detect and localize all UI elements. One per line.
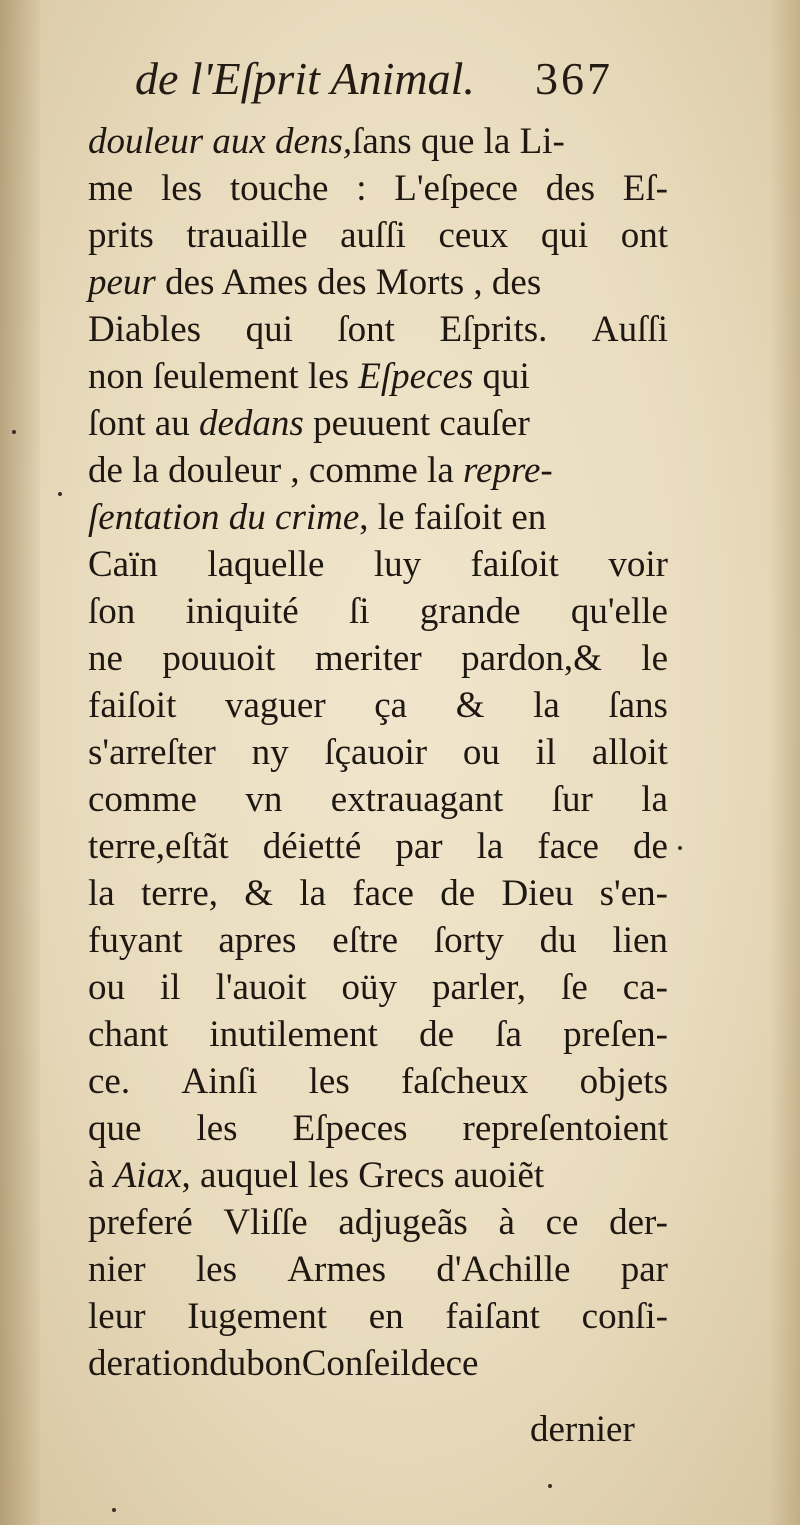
- word: alloit: [591, 732, 668, 773]
- word: ou: [462, 732, 500, 773]
- text-line: [88, 635, 668, 682]
- word: objets: [579, 1061, 668, 1102]
- word: Auſſi: [591, 309, 668, 350]
- word: face: [537, 826, 599, 867]
- text-line: [88, 1152, 668, 1199]
- word: ne: [88, 638, 123, 679]
- word: grande: [419, 591, 521, 632]
- text-line: [88, 964, 668, 1011]
- word: vaguer: [224, 685, 326, 726]
- word: apres: [218, 920, 297, 961]
- word: faiſoit: [470, 544, 559, 585]
- word: Vliſſe: [223, 1202, 308, 1243]
- word: l'auoit: [215, 967, 307, 1008]
- word: ſon: [88, 591, 136, 632]
- text-line: [88, 400, 668, 447]
- text-line: [88, 823, 668, 870]
- word: ſans: [608, 685, 668, 726]
- text-line: [88, 165, 668, 212]
- word: luy: [373, 544, 422, 585]
- text-run: peuuent cauſer: [303, 403, 530, 444]
- word: Diables: [88, 309, 202, 350]
- word: ny: [251, 732, 289, 773]
- binding-gutter: [0, 0, 40, 1525]
- word: à: [498, 1202, 515, 1243]
- italic-run: douleur aux dens,: [88, 121, 353, 162]
- word: Eſpeces: [292, 1108, 408, 1149]
- italic-run: repre-: [463, 450, 553, 491]
- ink-speck: [12, 430, 16, 434]
- word: terre,: [140, 873, 219, 914]
- text-line: [88, 259, 668, 306]
- word: fuyant: [88, 920, 183, 961]
- word: L'eſpece: [394, 168, 518, 209]
- word: déietté: [262, 826, 362, 867]
- word: de: [419, 1014, 455, 1055]
- text-line: [88, 494, 668, 541]
- text-line: [88, 1105, 668, 1152]
- word: bon: [246, 1343, 302, 1384]
- text-line: [88, 729, 668, 776]
- word: ce: [545, 1202, 579, 1243]
- word: par: [620, 1249, 668, 1290]
- word: de: [633, 826, 668, 867]
- word: repreſentoient: [462, 1108, 668, 1149]
- word: oüy: [341, 967, 397, 1008]
- text-run: , le faiſoit en: [359, 497, 547, 538]
- word: &: [455, 685, 485, 726]
- word: Ainſi: [181, 1061, 258, 1102]
- word: ſçauoir: [324, 732, 428, 773]
- word: auſſi: [340, 215, 406, 256]
- word: par: [395, 826, 443, 867]
- word: Conſeil: [301, 1343, 411, 1384]
- word: que: [88, 1108, 142, 1149]
- word: ſorty: [433, 920, 504, 961]
- text-run: de la douleur , comme la: [88, 450, 464, 491]
- text-line: [88, 917, 668, 964]
- text-line: [88, 776, 668, 823]
- text-run: ſans que la Li-: [352, 121, 565, 162]
- italic-run: Eſpeces: [358, 356, 474, 397]
- running-header: [135, 52, 635, 112]
- word: Eſprits.: [439, 309, 548, 350]
- word: nier: [88, 1249, 146, 1290]
- word: faiſant: [445, 1296, 540, 1337]
- text-run: des Ames des Morts , des: [155, 262, 542, 303]
- word: les: [308, 1061, 350, 1102]
- word: Iugement: [187, 1296, 327, 1337]
- text-line: [88, 682, 668, 729]
- italic-run: peur: [88, 262, 156, 303]
- word: Eſ-: [622, 168, 668, 209]
- word: la: [88, 873, 115, 914]
- word: ceux: [438, 215, 509, 256]
- word: les: [195, 1249, 237, 1290]
- text-line: [88, 588, 668, 635]
- word: du: [539, 920, 577, 961]
- text-line: [88, 118, 668, 165]
- word: de: [440, 873, 476, 914]
- word: du: [209, 1343, 247, 1384]
- word: :: [356, 168, 367, 209]
- text-run: ſont au: [88, 403, 199, 444]
- word: la: [299, 873, 327, 914]
- word: face: [352, 873, 414, 914]
- word: il: [160, 967, 181, 1008]
- text-line: [88, 870, 668, 917]
- text-run: à: [88, 1155, 114, 1196]
- word: des: [545, 168, 596, 209]
- page-edge-shadow: [770, 0, 800, 1525]
- word: ſont: [337, 309, 395, 350]
- word: lien: [612, 920, 668, 961]
- word: ſi: [348, 591, 370, 632]
- text-line: [88, 1058, 668, 1105]
- word: deration: [88, 1343, 210, 1384]
- word: qu'elle: [570, 591, 668, 632]
- italic-run: Aiax: [113, 1155, 182, 1196]
- word: leur: [88, 1296, 146, 1337]
- text-line: [88, 306, 668, 353]
- ink-speck: [112, 1508, 116, 1512]
- word: qui: [245, 309, 293, 350]
- word: adjugeãs: [338, 1202, 468, 1243]
- ink-speck: [548, 1484, 552, 1488]
- word: le: [641, 638, 668, 679]
- word: meriter: [314, 638, 422, 679]
- catchword: dernier: [530, 1409, 635, 1450]
- word: trauaille: [186, 215, 308, 256]
- word: d'Achille: [436, 1249, 571, 1290]
- word: les: [196, 1108, 238, 1149]
- text-line: [88, 212, 668, 259]
- word: preferé: [88, 1202, 193, 1243]
- word: terre,eſtãt: [88, 826, 229, 867]
- word: en: [368, 1296, 404, 1337]
- word: la: [533, 685, 560, 726]
- word: prits: [88, 215, 154, 256]
- word: touche: [229, 168, 329, 209]
- word: der-: [609, 1202, 668, 1243]
- word: extrauagant: [330, 779, 504, 820]
- word: comme: [88, 779, 197, 820]
- word: ſa: [495, 1014, 522, 1055]
- ink-speck: [58, 492, 62, 496]
- text-line: [88, 541, 668, 588]
- word: pouuoit: [162, 638, 276, 679]
- text-line: [88, 1199, 668, 1246]
- word: iniquité: [185, 591, 299, 632]
- word: faiſoit: [88, 685, 177, 726]
- word: qui: [540, 215, 589, 256]
- word: ce: [445, 1343, 479, 1384]
- text-line: [88, 1011, 668, 1058]
- word: s'arreſter: [88, 732, 216, 773]
- text-line: [88, 1246, 668, 1293]
- text-line: [88, 353, 668, 400]
- word: ou: [88, 967, 125, 1008]
- word: eſtre: [332, 920, 399, 961]
- word: il: [535, 732, 557, 773]
- text-line: [88, 1340, 668, 1387]
- word: la: [476, 826, 504, 867]
- word: me: [88, 168, 134, 209]
- word: de: [410, 1343, 446, 1384]
- word: ſur: [551, 779, 593, 820]
- text-line: [88, 1293, 668, 1340]
- word: la: [641, 779, 668, 820]
- page-number: 367: [535, 53, 613, 104]
- ink-speck: [678, 846, 682, 850]
- italic-run: dedans: [198, 403, 304, 444]
- word: les: [160, 168, 203, 209]
- word: inutilement: [209, 1014, 378, 1055]
- word: chant: [88, 1014, 169, 1055]
- word: s'en-: [599, 873, 668, 914]
- italic-run: ſentation du crime: [88, 497, 360, 538]
- text-run: , auquel les Grecs auoiẽt: [181, 1155, 545, 1196]
- word: Armes: [287, 1249, 386, 1290]
- word: ſe: [561, 967, 588, 1008]
- word: laquelle: [207, 544, 325, 585]
- word: &: [244, 873, 274, 914]
- word: Dieu: [501, 873, 574, 914]
- word: pardon,&: [461, 638, 602, 679]
- running-title: de l'Eſprit Animal.: [135, 53, 475, 104]
- word: preſen-: [563, 1014, 668, 1055]
- word: ont: [620, 215, 668, 256]
- word: ca-: [622, 967, 668, 1008]
- word: voir: [608, 544, 668, 585]
- word: Caïn: [88, 544, 158, 585]
- word: faſcheux: [400, 1061, 529, 1102]
- word: ce.: [88, 1061, 131, 1102]
- word: vn: [245, 779, 283, 820]
- word: parler,: [432, 967, 527, 1008]
- word: ça: [374, 685, 408, 726]
- word: conſi-: [581, 1296, 668, 1337]
- body-text: [88, 118, 668, 1387]
- text-run: non ſeulement les: [88, 356, 359, 397]
- text-line: [88, 447, 668, 494]
- text-run: qui: [473, 356, 530, 397]
